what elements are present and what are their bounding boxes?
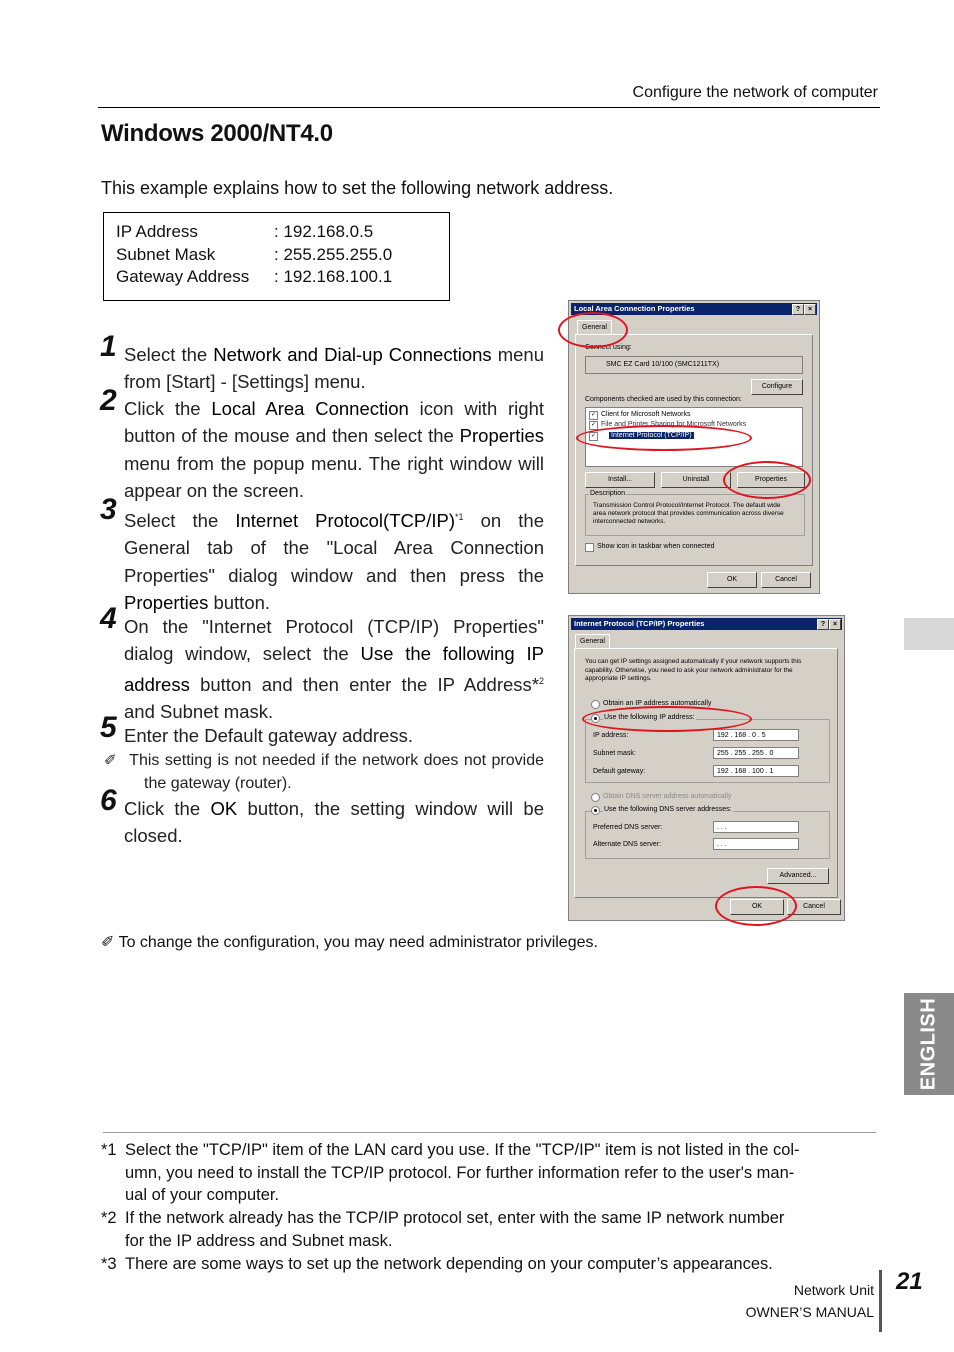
description-text: Transmission Control Protocol/Internet Protocol. The default wide area network protocol that provides communication across diverse interconnected networks. — [593, 502, 784, 525]
step-number: 1 — [100, 330, 117, 363]
step-text-part: icon with right button of the mouse and then select the — [124, 398, 545, 447]
language-tab-label: ENGLISH — [917, 997, 940, 1091]
step-emphasis: Internet Protocol(TCP/IP) — [235, 510, 455, 532]
footnote-text: Select the "TCP/IP" item of the LAN card you use. If the "TCP/IP" item is not listed in the col- — [125, 1141, 800, 1159]
manual-label — [746, 1279, 874, 1323]
highlight-ring — [715, 886, 797, 926]
address-row — [116, 222, 373, 242]
address-box — [103, 212, 450, 301]
address-value: : 255.255.255.0 — [274, 245, 393, 264]
footnote-ref: 2 — [538, 675, 544, 686]
step-text-part: on the General tab of the "Local Area Connection Properties" dialog window and then press the — [124, 510, 545, 586]
advanced-button[interactable]: Advanced... — [767, 868, 829, 884]
ok-button[interactable]: OK — [707, 572, 757, 588]
use-following-ip-label: Use the following IP address: — [604, 714, 695, 721]
cancel-button[interactable]: Cancel — [761, 572, 811, 588]
radio-use-following-dns[interactable] — [591, 806, 600, 815]
step-number: 4 — [100, 602, 117, 635]
highlight-ring — [723, 461, 811, 499]
footnote-1 — [101, 1139, 879, 1207]
step-4 — [100, 602, 544, 725]
checkbox[interactable]: ✓ — [590, 433, 597, 439]
component-item[interactable]: File and Printer Sharing for Microsoft Networks — [601, 421, 747, 428]
footnote-2 — [101, 1207, 879, 1252]
footnote-line: ual of your computer. — [125, 1186, 280, 1204]
side-tab-marker — [904, 618, 954, 650]
checkbox[interactable]: ✓ — [590, 422, 597, 428]
cancel-button[interactable]: Cancel — [787, 899, 841, 915]
step-text-part: button. — [208, 592, 271, 614]
highlight-ring — [576, 425, 752, 451]
properties-button[interactable]: Properties — [737, 472, 805, 488]
step-text-part: Select the — [124, 344, 214, 365]
step-2 — [100, 384, 545, 504]
tcpip-properties-dialog — [568, 615, 845, 921]
default-gateway-label: Default gateway: — [593, 768, 646, 775]
step-text — [124, 795, 544, 850]
close-icon[interactable]: × — [829, 619, 841, 630]
tab-general[interactable]: General — [577, 320, 612, 335]
alternate-dns-input[interactable]: . . . — [713, 838, 799, 850]
privileges-note-text: To change the configuration, you may need administrator privileges. — [118, 934, 598, 951]
step-emphasis: Local Area Connection — [211, 398, 409, 419]
page-number: 21 — [896, 1268, 923, 1295]
step-text-part: and Subnet mask. — [124, 701, 274, 723]
step-text — [124, 395, 544, 504]
intro-paragraph: This example explains how to set the following network address. — [101, 178, 614, 198]
component-item[interactable]: Client for Microsoft Networks — [601, 411, 691, 418]
step-emphasis: Network and Dial-up Connections — [213, 344, 492, 365]
footnote-line: for the IP address and Subnet mask. — [125, 1231, 393, 1250]
privileges-note — [101, 932, 598, 952]
footnote-line — [101, 1207, 879, 1230]
step-number: 5 — [100, 711, 117, 744]
dialog-titlebar — [571, 618, 842, 630]
pencil-icon: ✐ — [101, 934, 115, 951]
footnote-text: There are some ways to set up the network depending on your computer’s appearances. — [125, 1255, 773, 1273]
default-gateway-input[interactable]: 192 . 168 . 100 . 1 — [713, 765, 799, 777]
show-icon-label: Show icon in taskbar when connected — [597, 543, 715, 550]
subnet-mask-input[interactable]: 255 . 255 . 255 . 0 — [713, 747, 799, 759]
info-text: You can get IP settings assigned automatically if your network supports this capability. Otherwise, you need to ask your network administrator for the appropriate IP settings. — [585, 658, 802, 682]
step-1 — [100, 330, 545, 396]
address-label: Gateway Address — [116, 267, 250, 286]
description-label: Description — [590, 490, 626, 497]
step-text-part: Select the — [124, 510, 236, 532]
highlight-ring — [582, 706, 752, 732]
step-text-part: Click the — [124, 798, 211, 819]
footnote-line: umn, you need to install the TCP/IP protocol. For further information refer to the user's man- — [125, 1163, 795, 1182]
configure-button[interactable]: Configure — [751, 379, 803, 395]
help-icon[interactable]: ? — [817, 619, 829, 630]
step-emphasis: Properties — [124, 592, 209, 614]
address-value: : 192.168.0.5 — [274, 222, 374, 241]
tab-general[interactable]: General — [575, 634, 610, 649]
step-text-part: button and then enter the IP Address* — [189, 673, 539, 695]
running-header: Configure the network of computer — [632, 84, 878, 101]
page-number-bar — [879, 1270, 882, 1332]
step-emphasis: Use the following IP address — [124, 643, 544, 695]
manual-name: OWNER’S MANUAL — [745, 1304, 874, 1320]
footnote-ref: *1 — [455, 512, 464, 522]
uninstall-button[interactable]: Uninstall — [661, 472, 731, 488]
help-icon[interactable]: ? — [792, 304, 804, 315]
address-label: IP Address — [116, 222, 198, 241]
ip-address-input[interactable]: 192 . 168 . 0 . 5 — [713, 729, 799, 741]
step-text-part: On the "Internet Protocol (TCP/IP) Properties" dialog window, select the — [124, 616, 544, 665]
subnet-mask-label: Subnet mask: — [593, 750, 636, 757]
preferred-dns-label: Preferred DNS server: — [593, 824, 663, 831]
component-item-selected[interactable]: Internet Protocol (TCP/IP) — [611, 432, 692, 439]
step-text-part: menu from the popup menu. The right window will appear on the screen. — [124, 452, 544, 501]
step-emphasis: Properties — [459, 425, 544, 447]
footnote-label: *2 — [101, 1209, 117, 1227]
step-3 — [100, 493, 545, 616]
step-text-part: menu from [Start] - [Settings] menu. — [124, 344, 545, 393]
step-note: ✐ This setting is not needed if the network does not provide the gateway (router). — [104, 752, 545, 793]
step-emphasis: OK — [210, 798, 238, 819]
obtain-dns-label: Obtain DNS server address automatically — [603, 793, 732, 800]
ok-button[interactable]: OK — [730, 899, 784, 915]
highlight-ring — [558, 312, 628, 348]
ip-address-label: IP address: — [593, 732, 629, 739]
footnote-rule — [103, 1132, 876, 1133]
language-tab — [904, 993, 954, 1095]
install-button[interactable]: Install... — [585, 472, 655, 488]
components-label: Components checked are used by this connection: — [585, 396, 742, 403]
product-name: Network Unit — [793, 1282, 874, 1298]
header-rule — [98, 107, 880, 108]
obtain-ip-label: Obtain an IP address automatically — [603, 700, 712, 707]
step-text — [124, 613, 544, 725]
adapter-field — [585, 356, 803, 374]
step-6 — [100, 784, 545, 850]
address-row — [116, 245, 392, 265]
footnote-text: If the network already has the TCP/IP protocol set, enter with the same IP network number — [125, 1209, 785, 1227]
step-note-text: This setting is not needed if the network does not provide the gateway (router). — [129, 752, 545, 793]
adapter-name: SMC EZ Card 10/100 (SMC1211TX) — [606, 361, 720, 368]
connect-using-label: Connect using: — [585, 344, 632, 351]
address-label: Subnet Mask — [116, 245, 216, 264]
dialog-title: Local Area Connection Properties — [574, 304, 695, 313]
step-text-part: Click the — [124, 398, 212, 419]
step-number: 2 — [100, 384, 117, 417]
dialog-title: Internet Protocol (TCP/IP) Properties — [574, 619, 705, 628]
step-text — [124, 341, 544, 396]
step-text — [124, 504, 544, 616]
use-following-dns-label: Use the following DNS server addresses: — [604, 806, 732, 813]
footnote-label: *1 — [101, 1141, 117, 1159]
address-value: : 192.168.100.1 — [274, 267, 393, 286]
footnote-label: *3 — [101, 1255, 117, 1273]
dns-group — [585, 811, 830, 859]
footnote-line — [101, 1139, 879, 1162]
checkbox[interactable] — [585, 543, 594, 552]
section-title: Windows 2000/NT4.0 — [101, 120, 333, 147]
step-number: 3 — [100, 493, 117, 526]
step-text: Enter the Default gateway address. — [124, 725, 413, 746]
footnote-3 — [101, 1253, 879, 1276]
checkbox[interactable]: ✓ — [590, 412, 597, 418]
close-icon[interactable]: × — [804, 304, 816, 315]
address-row — [116, 267, 392, 287]
radio-obtain-dns[interactable] — [591, 793, 600, 802]
footnote-line — [101, 1253, 879, 1276]
preferred-dns-input[interactable]: . . . — [713, 821, 799, 833]
alternate-dns-label: Alternate DNS server: — [593, 841, 662, 848]
step-number: 6 — [100, 784, 117, 817]
step-text-part: button, the setting window will be closed. — [124, 798, 545, 847]
radio-obtain-ip[interactable] — [591, 700, 600, 709]
